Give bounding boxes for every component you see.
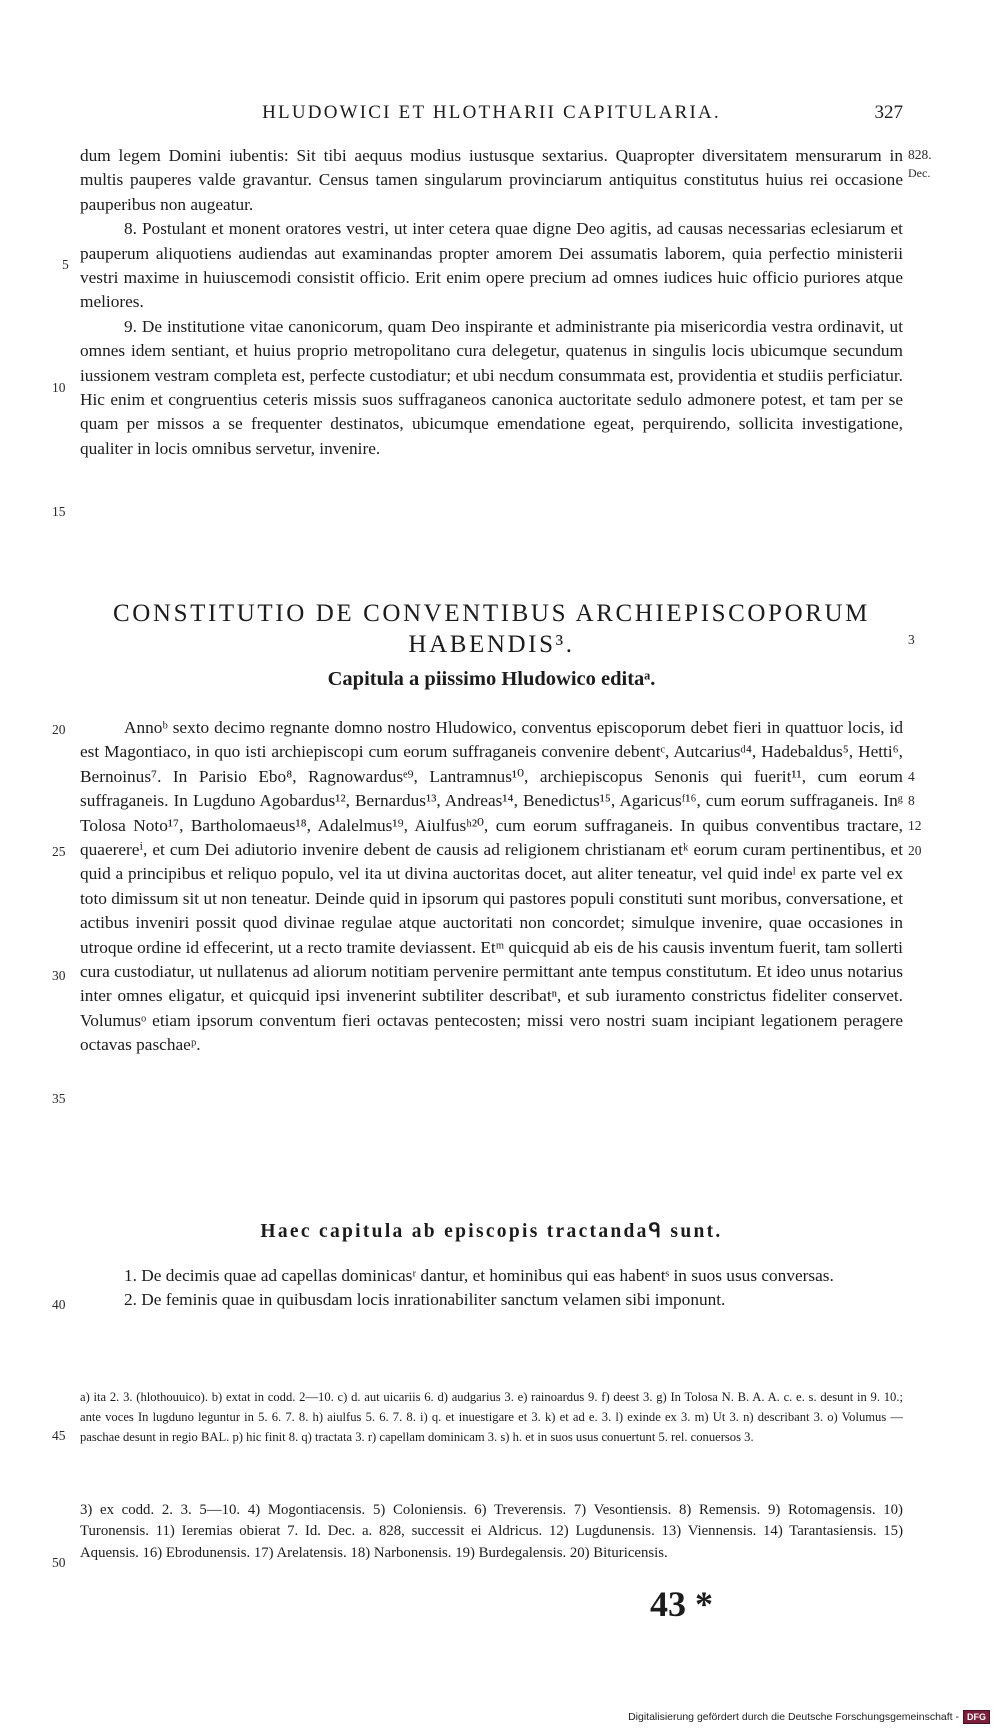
margin-ref-8: 8 [908, 793, 915, 808]
section-title-line1: CONSTITUTIO DE CONVENTIBUS ARCHIEPISCOPORUM [113, 600, 870, 627]
line-number: 40 [52, 1297, 66, 1312]
line-number: 5 [62, 257, 69, 272]
footnotes-numbers [80, 1500, 903, 1564]
line-number: 20 [52, 722, 66, 737]
margin-note-3: 3 [908, 632, 915, 647]
main-paragraph-text: Annoᵇ sexto decimo regnante domno nostro Hludowico, conventus episcoporum debet fieri in quattuor locis, id est Magontiaco, in quo isti archiepiscopi cum eorum suffraganeis convenire debentᶜ, Autcariusᵈ⁴, Hadebaldus⁵, Hetti⁶, Bernoinus⁷. In Parisio Ebo⁸, Ragnowardusᵉ⁹, Lantramnus¹⁰, archiepiscopus Senonis qui fuerit¹¹, cum eorum suffraganeis. In Lugduno Agobardus¹², Bernardus¹³, Andreas¹⁴, Benedictus¹⁵, Agaricusᶠ¹⁶, cum eorum suffraganeis. Inᵍ Tolosa Noto¹⁷, Bartholomaeus¹⁸, Adalelmus¹⁹, Aiulfusʰ²⁰, cum eorum suffraganeis. In quibus conventibus tractare, quaerereⁱ, et cum Dei adiutorio invenire debent de causis ad religionem christianam etᵏ eorum curam pertinentibus, et quid a principibus et reliquo populo, vel ita ut divina auctoritas docet, aut aliter teneatur, vel quid indeˡ ex parte vel ex toto dimissum sit ut non teneatur. Deinde quid in ipsorum qui pastores populi constituti sunt moribus, conversatione, et actibus inveniri possit quod divinae regulae atque auctoritati non concordet; simulque invenire, quae occasiones in utroque ordine id effecerint, ut a recto tramite deviassent. Etᵐ quicquid ab eis de his causis inventum fuerit, tam sollerti cura custodiatur, ut nullatenus ad aliorum notitiam pervenire permittant ante tempus constitutum. Et ideo unus notarius inter omnes eligatur, et quicquid ipsi invenerint subtiliter describatⁿ, et sub iuramento constrictus fideliter conservet. Volumusᵒ etiam ipsorum conventum fieri octavas pentecosten; missi vero nostri suam incipiant legationem peragere octavas paschaeᵖ. [80, 718, 903, 1055]
paragraph-7-end: dum legem Domini iubentis: Sit tibi aequus modius iustusque sextarius. Quapropter diversitatem mensurarum in multis pauperes valde gravantur. Census tamen singularum provinciarum antiquitus constitutus huius rei occasione pauperibus non augeatur. [80, 146, 903, 214]
margin-ref-20: 20 [908, 843, 922, 858]
section-title-line2: HABENDIS³. [408, 631, 575, 658]
footer-credit [628, 1710, 990, 1724]
footer-credit-text: Digitalisierung gefördert durch die Deutsche Forschungsgemeinschaft - [628, 1711, 959, 1723]
footnotes-letters-text: a) ita 2. 3. (hlothouuico). b) extat in codd. 2—10. c) d. aut uicariis 6. d) audgarius 3. e) rainoardus 9. f) deest 3. g) In Tolosa N. B. A. A. c. e. s. desunt in 9. 10.; ante voces In lugduno leguntur in 5. 6. 7. 8. h) aiulfus 5. 6. 7. 8. i) q. et inuestigare et 3. k) et ad e. 3. l) exinde ex 3. m) Ut 3. n) describant 3. o) Volumus — paschae desunt in regio BAL. p) hic finit 8. q) tractata 3. r) capellam dominicam 3. s) h. et in suos usus conuertunt 5. rel. conuersos 3. [80, 1390, 903, 1445]
chapter-subheading: Haec capitula ab episcopis tractandaᑫ sunt. [260, 1221, 723, 1242]
section-title [80, 598, 903, 660]
paragraph-8 [80, 217, 903, 315]
section-subtitle: Capitula a piissimo Hludowico editaᵃ. [327, 668, 656, 690]
line-number: 15 [52, 504, 66, 519]
page-number: 327 [874, 102, 903, 123]
paragraph-9 [80, 315, 903, 461]
text-block-main [80, 716, 903, 1058]
line-number: 35 [52, 1091, 66, 1106]
line-number: 45 [52, 1428, 66, 1443]
paragraph-9-text: 9. De institutione vitae canonicorum, quam Deo inspirante et administrante pia misericordia vestra ordinavit, ut omnes idem sentiant, et huius proprio metropolitano cura delegetur, quatenus in singulis locis ubicumque secundum iussionem vestram completa est, perfecte custodiatur; et ubi necdum consummata est, providentia et studiis perficiatur. Hic enim et congruentius ceteris missis suos suffraganeos canonica auctoritate sedulo admonere potest, et tam per se quam per missos a se frequenter destinatos, ubicumque emendatione egeat, perquirendo, sollicita investigatione, qualiter in locis omnibus servetur, invenire. [80, 316, 903, 458]
chapter-item [80, 1264, 903, 1288]
footnotes-numbers-text: 3) ex codd. 2. 3. 5—10. 4) Mogontiacensis. 5) Coloniensis. 6) Treverensis. 7) Vesontiensis. 8) Remensis. 9) Rotomagensis. 10) Turonensis. 11) Ieremias obierat 7. Id. Dec. a. 828, successit ei Aldricus. 12) Lugdunensis. 13) Viennensis. 14) Tarantasiensis. 15) Aquensis. 16) Ebrodunensis. 17) Arelatensis. 18) Narbonensis. 19) Burdegalensis. 20) Bituricensis. [80, 1502, 903, 1561]
running-head [80, 102, 903, 124]
margin-ref-12: 12 [908, 818, 922, 833]
dfg-logo-icon: DFG [963, 1710, 990, 1724]
chapter-item-text: 2. De feminis quae in quibusdam locis inrationabiliter sanctum velamen sibi imponunt. [124, 1290, 726, 1310]
signature-mark: 43 * [650, 1584, 713, 1624]
text-block-top [80, 144, 903, 461]
margin-ref-4: 4 [908, 769, 915, 784]
line-number: 50 [52, 1555, 66, 1570]
chapter-item [80, 1288, 903, 1312]
line-number: 25 [52, 844, 66, 859]
main-paragraph [80, 716, 903, 1058]
line-number: 30 [52, 968, 66, 983]
paragraph-8-text: 8. Postulant et monent oratores vestri, ut inter cetera quae digne Deo agitis, ad causas necessarias eclesiarum et pauperum aliquotiens audiendas aut examinandas propter amorem Dei assumatis laborem, quia perfectio ministerii vestri maxime in huiuscemodi consistit officio. Erit enim opere precium ad omnes iudices huic officio puriores atque meliores. [80, 219, 903, 312]
chapter-items [80, 1264, 903, 1313]
margin-year: 828. [908, 147, 932, 162]
chapter-item-text: 1. De decimis quae ad capellas dominicasʳ dantur, et hominibus qui eas habentˢ in suos usus conversas. [124, 1266, 834, 1285]
running-head-title: HLUDOWICI ET HLOTHARII CAPITULARIA. [262, 102, 721, 123]
margin-month: Dec. [908, 166, 931, 180]
footnotes-letters [80, 1387, 903, 1448]
line-number: 10 [52, 380, 66, 395]
